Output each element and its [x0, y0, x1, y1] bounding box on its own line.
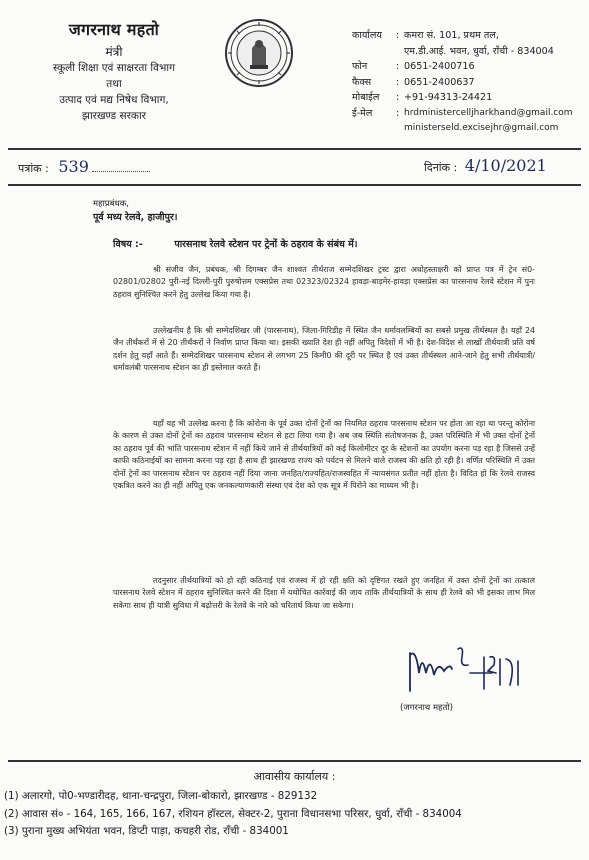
subject-text: पारसनाथ रेलवे स्टेशन पर ट्रेनों के ठहराव के संबंध में।: [174, 239, 358, 250]
office-label: कार्यालय: [352, 30, 382, 41]
recipient-line-2: पूर्व मध्य रेलवे, हाजीपुर।: [93, 212, 178, 223]
letter-date: [424, 156, 547, 175]
jharkhand-emblem-icon: [224, 18, 294, 88]
handwritten-signature: [392, 643, 532, 698]
separator: :: [396, 107, 400, 119]
residence-title: आवासीय कार्यालय :: [253, 770, 336, 783]
separator: :: [396, 92, 400, 103]
dotted-line: [92, 164, 150, 172]
footer-divider: [8, 760, 581, 762]
separator: :: [396, 61, 400, 72]
body-paragraph-2: उल्लेखनीय है कि श्री सम्मेदशिखर जी (पारसनाथ), जिला-गिरिडीह में स्थित जैन धर्मावलम्बियों का सबसे प्रमुख तीर्थस्थल है। यहाँ 24 जैन तीर्थंकरों में से 20 तीर्थंकरों ने निर्वाण प्राप्त किया था। इसकी ख्याति देश ही नहीं अपितु विदेशों में भी है। देश-विदेश से लाखों तीर्थयात्री प्रति वर्ष दर्शन हेतु यहाँ आते हैं। सम्मेदशिखर पारसनाथ स्टेशन से लगभग 25 किमी0 की दूरी पर स्थित है एवं उक्त तीर्थस्थल आने-जाने हेतु सभी तीर्थयात्री/धर्मावलंबी पारसनाथ स्टेशन का ही इस्तेमाल करते हैं।: [113, 326, 535, 373]
body-paragraph-1: श्री संजीव जैन, प्रबंधक, श्री दिगम्बर जैन शाश्वत तीर्थराज सम्मेदशिखर ट्रस्ट द्वारा अधोहस्ताक्षरी को प्राप्त पत्र में ट्रेन सं0-02801/02802 पुरी-नई दिल्ली-पुरी पुरुषोत्तम एक्सप्रेस तथा 02323/02324 हावड़ा-बाड़मेर-हावड़ा एक्सप्रेस का पारसनाथ रेलवे स्टेशन में पुनः ठहराव सुनिश्चित करने हेतु उल्लेख किया गया है।: [113, 265, 535, 299]
department-line-2: उत्पाद एवं मद्य निषेध विभाग,: [59, 94, 169, 106]
letter-number: [18, 157, 150, 176]
signatory-name: (जगरनाथ महतो): [400, 703, 453, 713]
header-divider: [8, 148, 581, 150]
subject-line: [113, 237, 357, 250]
dinank-value: 4/10/2021: [464, 156, 547, 175]
residence-address-2: (2) आवास सं० - 164, 165, 166, 167, रशियन हॉस्टल, सेक्टर-2, पुराना विधानसभा परिसर, धुर्वा, राँची - 834004: [4, 807, 462, 820]
email-address-1: hrdministercelljharkhand@gmail.com: [404, 107, 573, 118]
subject-label: विषय :-: [113, 239, 143, 250]
patrank-label: पत्रांक :: [18, 162, 49, 175]
contact-block: [352, 28, 586, 137]
office-address-line-2: एम.डी.आई. भवन, धुर्वा, राँची - 834004: [404, 45, 554, 57]
mobile-number: +91-94313-24421: [404, 92, 493, 103]
department-line-1: स्कूली शिक्षा एवं साक्षरता विभाग: [52, 62, 175, 74]
separator: :: [396, 76, 400, 88]
fax-label: फैक्स: [352, 76, 372, 88]
letterhead-left: [14, 18, 214, 124]
residence-address-1: (1) अलारगो, पो0-भण्डारीदह, थाना-चन्द्रपुरा, जिला-बोकारो, झारखण्ड - 829132: [4, 790, 318, 802]
fax-number: 0651-2400637: [404, 76, 475, 88]
designation: मंत्री: [105, 45, 123, 59]
government-name: झारखण्ड सरकार: [82, 110, 146, 122]
dinank-label: दिनांक :: [424, 161, 458, 174]
email-address-2: ministerseld.excisejhr@gmail.com: [404, 123, 559, 133]
separator: :: [396, 30, 400, 41]
mobile-label: मोबाईल: [352, 92, 380, 103]
minister-name: जगरनाथ महतो: [68, 20, 160, 39]
phone-number: 0651-2400716: [404, 61, 475, 72]
conjunction: तथा: [106, 78, 122, 90]
recipient-address: [93, 198, 177, 224]
body-paragraph-4: तदनुसार तीर्थयात्रियों को हो रही कठिनाई एवं राजस्व में हो रही क्षति को दृष्टिगत रखते हुए जनहित में उक्त दोनों ट्रेनों का तत्काल पारसनाथ रेलवे स्टेशन में ठहराव सुनिश्चित करने की दिशा में यथोचित कार्रवाई की जाय ताकि तीर्थयात्रियों के साथ ही रेलवे को भी इसका लाभ मिल सकेगा साथ ही यात्री सुविधा में बढ़ोत्तरी के रेलवे के नारे को चरितार्थ किया जा सकेगा।: [113, 576, 535, 610]
recipient-line-1: महाप्रबंधक,: [93, 199, 129, 209]
body-paragraph-3: यहाँ यह भी उल्लेख करना है कि कोरोना के पूर्व उक्त दोनों ट्रेनों का नियमित ठहराव पारसनाथ स्टेशन पर होता आ रहा था परन्तु कोरोना के कारण से उक्त दोनों ट्रेनों का ठहराव पारसनाथ स्टेशन से हटा लिया गया है। अब जब स्थिति संतोषजनक है, उक्त परिस्थिति में भी उक्त दोनों ट्रेनों का ठहराव पूर्व की भांति पारसनाथ स्टेशन में नहीं किये जाने से तीर्थयात्रियों को कई किलोमीटर दूर के स्टेशनों का उपयोग करना पड़ रहा है जिससे उन्हें काफी कठिनाईयों का सामना करना पड़ रहा है साथ ही झारखण्ड राज्य को पर्यटन से मिलने वाले राजस्व की क्षति हो रही है। वर्णित परिस्थिति में उक्त दोनों ट्रेनों का पारसनाथ स्टेशन पर ठहराव नहीं दिया जाना जनहित/राज्यहित/राजस्वहित में न्यायसंगत प्रतीत नहीं होता है। विदित हो कि रेलवे राजस्व एकत्रित करने का ही नहीं अपितु एक जनकल्याणकारी संस्था एवं देश को एक सूत्र में पिरोने का माध्यम भी है।: [113, 419, 535, 491]
meta-divider: [8, 184, 581, 186]
patrank-value: 539: [58, 157, 89, 176]
phone-label: फोन: [352, 61, 368, 72]
email-label: ई-मेल: [352, 107, 373, 119]
residence-address-list: [4, 788, 462, 841]
office-address-line-1: कमरा सं. 101, प्रथम तल,: [404, 30, 499, 41]
residence-address-3: (3) पुराना मुख्य अभियंता भवन, डिप्टी पाड़ा, कचहरी रोड, राँची - 834001: [4, 825, 289, 837]
